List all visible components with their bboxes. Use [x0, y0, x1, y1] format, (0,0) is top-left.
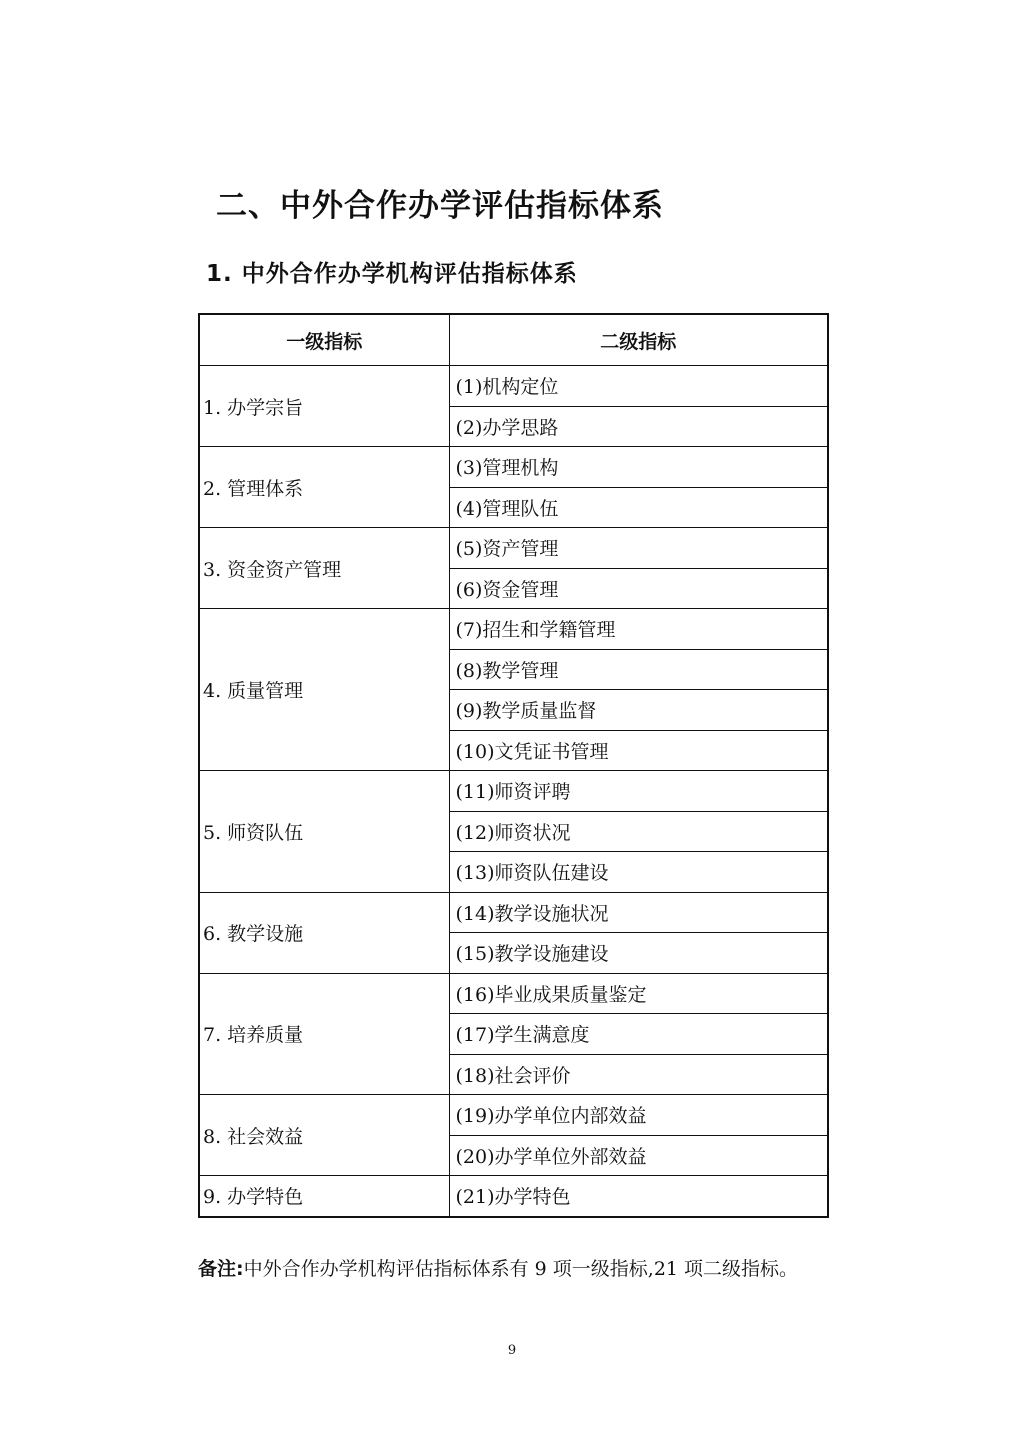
sub-title: 1. 中外合作办学机构评估指标体系 — [206, 261, 578, 287]
primary-indicator-cell: 2. 管理体系 — [199, 447, 449, 528]
primary-indicator-cell: 4. 质量管理 — [199, 609, 449, 771]
secondary-indicator-cell: (18)社会评价 — [449, 1054, 828, 1095]
secondary-indicator-cell: (9)教学质量监督 — [449, 690, 828, 731]
footnote-label: 备注: — [198, 1258, 244, 1280]
secondary-indicator-cell: (2)办学思路 — [449, 406, 828, 447]
table-row — [199, 366, 828, 407]
page-number: 9 — [507, 1343, 517, 1358]
secondary-indicator-cell: (14)教学设施状况 — [449, 892, 828, 933]
secondary-indicator-cell: (16)毕业成果质量鉴定 — [449, 973, 828, 1014]
primary-indicator-cell: 1. 办学宗旨 — [199, 366, 449, 447]
primary-indicator-cell: 5. 师资队伍 — [199, 771, 449, 893]
indicator-table-body — [199, 366, 828, 1217]
secondary-indicator-cell: (7)招生和学籍管理 — [449, 609, 828, 650]
header-secondary-indicator: 二级指标 — [449, 314, 828, 366]
primary-indicator-cell: 3. 资金资产管理 — [199, 528, 449, 609]
secondary-indicator-cell: (1)机构定位 — [449, 366, 828, 407]
table-row — [199, 892, 828, 933]
footnote — [198, 1254, 798, 1281]
secondary-indicator-cell: (5)资产管理 — [449, 528, 828, 569]
secondary-indicator-cell: (4)管理队伍 — [449, 487, 828, 528]
table-row — [199, 528, 828, 569]
table-row — [199, 771, 828, 812]
secondary-indicator-cell: (10)文凭证书管理 — [449, 730, 828, 771]
table-header-row — [199, 314, 828, 366]
primary-indicator-cell: 6. 教学设施 — [199, 892, 449, 973]
secondary-indicator-cell: (3)管理机构 — [449, 447, 828, 488]
table-row — [199, 973, 828, 1014]
secondary-indicator-cell: (20)办学单位外部效益 — [449, 1135, 828, 1176]
section-title: 二、中外合作办学评估指标体系 — [216, 188, 664, 224]
header-primary-indicator: 一级指标 — [199, 314, 449, 366]
primary-indicator-cell: 9. 办学特色 — [199, 1176, 449, 1217]
table-row — [199, 447, 828, 488]
secondary-indicator-cell: (12)师资状况 — [449, 811, 828, 852]
secondary-indicator-cell: (8)教学管理 — [449, 649, 828, 690]
secondary-indicator-cell: (13)师资队伍建设 — [449, 852, 828, 893]
footnote-text: 中外合作办学机构评估指标体系有 9 项一级指标,21 项二级指标。 — [243, 1258, 799, 1280]
secondary-indicator-cell: (17)学生满意度 — [449, 1014, 828, 1055]
secondary-indicator-cell: (11)师资评聘 — [449, 771, 828, 812]
primary-indicator-cell: 8. 社会效益 — [199, 1095, 449, 1176]
secondary-indicator-cell: (19)办学单位内部效益 — [449, 1095, 828, 1136]
table-row — [199, 609, 828, 650]
primary-indicator-cell: 7. 培养质量 — [199, 973, 449, 1095]
secondary-indicator-cell: (21)办学特色 — [449, 1176, 828, 1217]
secondary-indicator-cell: (6)资金管理 — [449, 568, 828, 609]
table-row — [199, 1176, 828, 1217]
secondary-indicator-cell: (15)教学设施建设 — [449, 933, 828, 974]
table-row — [199, 1095, 828, 1136]
indicator-table — [198, 313, 829, 1218]
